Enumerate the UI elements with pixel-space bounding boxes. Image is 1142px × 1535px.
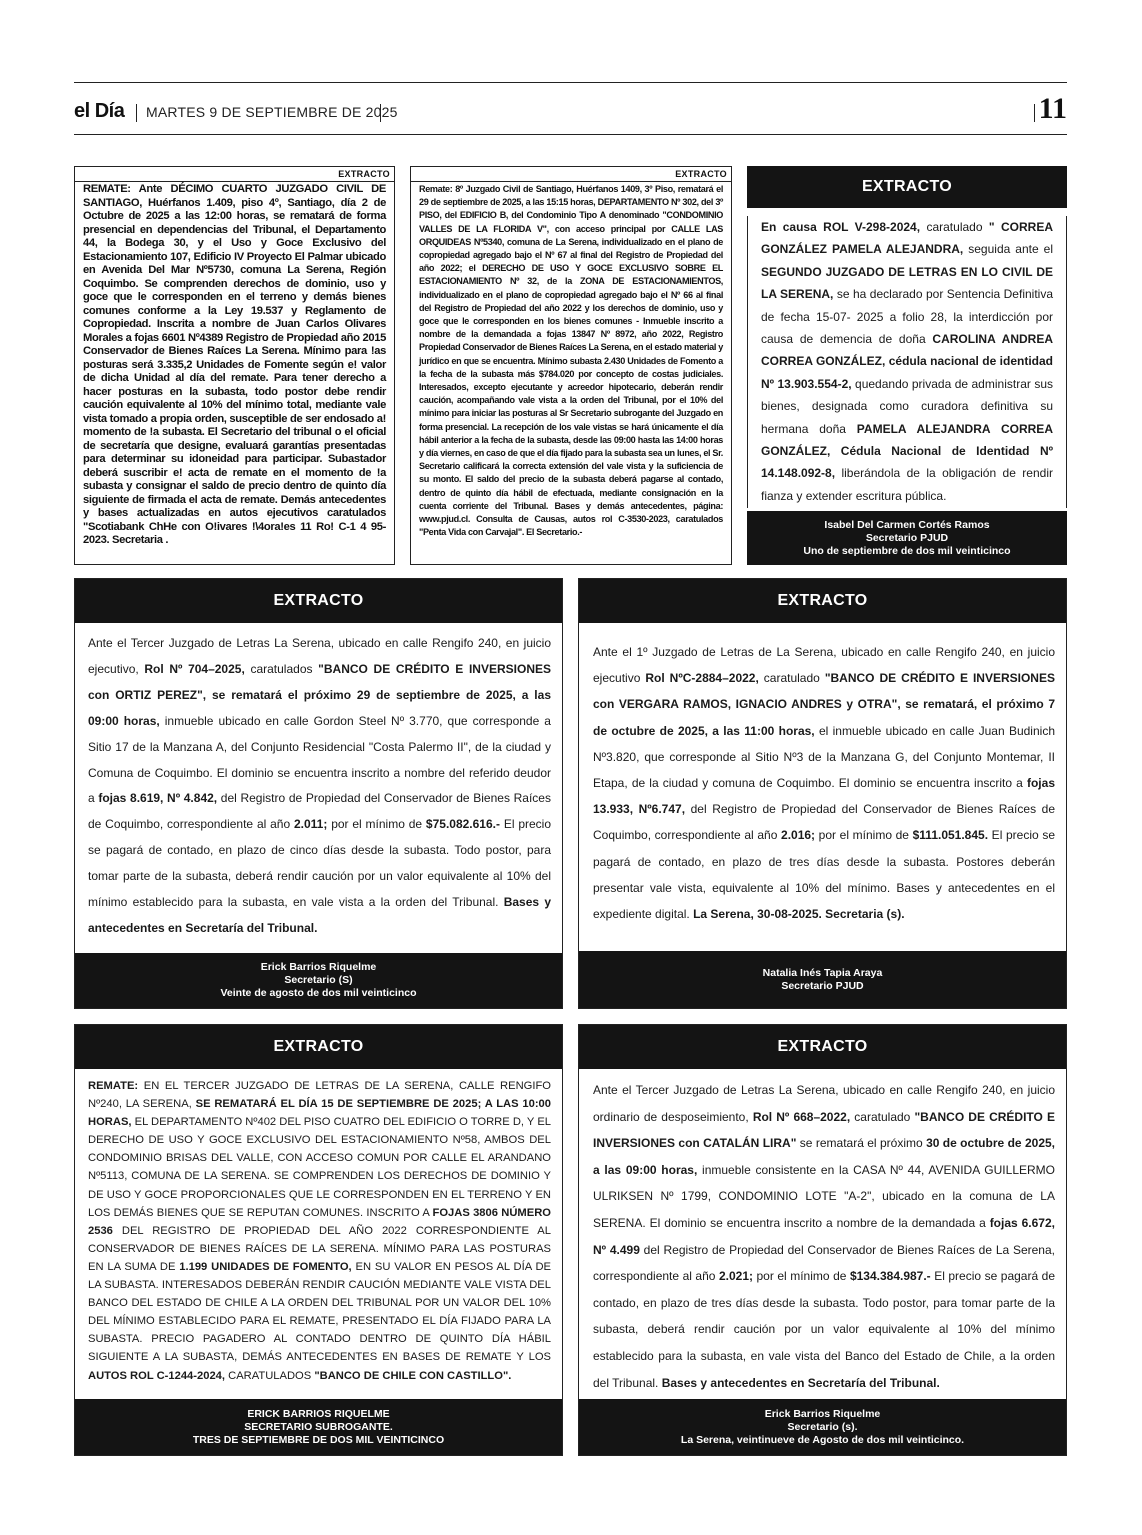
signer-name: ERICK BARRIOS RIQUELME — [247, 1407, 390, 1420]
notice-title: EXTRACTO — [75, 1025, 562, 1069]
signer-name: Natalia Inés Tapia Araya — [762, 966, 883, 979]
notice-tag: EXTRACTO — [675, 169, 727, 179]
signer-title: SECRETARIO SUBROGANTE. — [244, 1420, 393, 1433]
signer-name: Isabel Del Carmen Cortés Ramos — [824, 518, 990, 531]
notice-remate-704-2025 — [74, 578, 563, 1009]
notice-remate-8-juzgado — [410, 166, 732, 565]
signer-name: Erick Barrios Riquelme — [260, 961, 377, 973]
signer-name: Erick Barrios Riquelme — [764, 1407, 881, 1420]
notice-text: Remate: 8º Juzgado Civil de Santiago, Huérfanos 1409, 3º Piso, rematará el 29 de septiembre de 2025, a las 15:15 horas, DEPARTAMENTO Nº 302, del 3º PISO, del EDIFICIO B, del Condominio Tipo A denominado "CONDOMINIO VALLES DE LA FLORIDA V", con acceso principal por CALLE LAS ORQUIDEAS Nº5340, comuna de La Serena, individualizado en el plano de copropiedad agregado bajo el Nº 67 al final del Registro de Propiedad del año 2022; el DERECHO DE USO Y GOCE EXCLUSIVO SOBRE EL ESTACIONAMIENTO Nº 32, de la ZONA DE ESTACIONAMIENTOS, individualizado en el plano de copropiedad agregado bajo el Nº 66 al final del Registro de Propiedad del año 2022 y los derechos de dominio, uso y goce que le corresponden en los bienes comunes - Inmueble inscrito a nombre de la demandada a fojas 13847 Nº 8972, año 2022, Registro Propiedad Conservador de Bienes Raíces La Serena, en el estado material y jurídico en que se encuentra. Mínimo subasta 2.430 Unidades de Fomento a la fecha de la subasta más $784.020 por concepto de costas judiciales. Interesados, excepto ejecutante y acreedor hipotecario, deberán rendir caución, acompañando vale vista a la orden del Tribunal, por el 10% del mínimo para iniciar las posturas al Sr Secretario subrogante del Juzgado en forma presencial. La recepción de los vale vistas se hará únicamente el día hábil anterior a la fecha de la subasta, desde las 09:00 hasta las 14:00 horas y día viernes, en caso de que el día fijado para la subasta sea un lunes, el Sr. Secretario calificará la correcta extensión del vale vista y la suficiencia de su monto. El saldo del precio de la subasta deberá pagarse al contado, dentro de quinto día hábil de efectuada, mediante consignación en la cuenta corriente del Tribunal. Bases y demás antecedentes, página: www.pjud.cl. Consulta de Causas, autos rol C-3530-2023, caratulados "Penta Vida con Carvajal". El Secretario.- — [419, 184, 723, 538]
header-bottom-rule — [74, 134, 1067, 135]
notice-signature — [75, 953, 562, 1008]
notice-text: Ante el 1º Juzgado de Letras de La Serena, ubicado en calle Rengifo 240, en juicio ejecutivo Rol NºC-2884–2022, caratulado "BANCO DE CRÉDITO E INVERSIONES con VERGARA RAMOS, IGNACIO ANDRES y OTRA", se rematará, el próximo 7 de octubre de 2025, a las 11:00 horas, el inmueble ubicado en calle Juan Budinich Nº3.820, que corresponde al Sitio Nº3 de la Manzana G, del Conjunto Montemar, II Etapa, de la ciudad y comuna de Coquimbo. El dominio se encuentra inscrito a fojas 13.933, Nº6.747, del Registro de Propiedad del Conservador de Bienes Raíces de Coquimbo, correspondiente al año 2.016; por el mínimo de $111.051.845. El precio se pagará de contado, en plazo de tres días desde la subasta. Postores deberán presentar vale vista, equivalente al 10% del mínimo. Bases y antecedentes en el expediente digital. La Serena, 30-08-2025. Secretaria (s). — [593, 645, 1055, 922]
notice-title: EXTRACTO — [579, 579, 1066, 623]
notice-text: REMATE: EN EL TERCER JUZGADO DE LETRAS DE LA SERENA, CALLE RENGIFO Nº240, LA SERENA, SE REMATARÁ EL DÍA 15 DE SEPTIEMBRE DE 2025; A LAS 10:00 HORAS, EL DEPARTAMENTO Nº402 DEL PISO CUATRO DEL EDIFICIO O TORRE D, Y EL DERECHO DE USO Y GOCE EXCLUSIVO DEL ESTACIONAMIENTO Nº58, AMBOS DEL CONDOMINIO BRISAS DEL VALLE, CON ACCESO COMUN POR CALLE EL ARANDANO Nº5113, COMUNA DE LA SERENA. SE COMPRENDEN LOS DERECHOS DE DOMINIO Y DE USO Y GOCE PROPORCIONALES QUE LE CORRESPONDEN EN EL TERRENO Y EN LOS DEMÁS BIENES QUE SE REPUTAN COMUNES. INSCRITO A FOJAS 3806 NÚMERO 2536 DEL REGISTRO DE PROPIEDAD DEL AÑO 2022 CORRESPONDIENTE AL CONSERVADOR DE BIENES RAÍCES DE LA SERENA. MÍNIMO PARA LAS POSTURAS EN LA SUMA DE 1.199 UNIDADES DE FOMENTO, EN SU VALOR EN PESOS AL DÍA DE LA SUBASTA. INTERESADOS DEBERÁN RENDIR CAUCIÓN MEDIANTE VALE VISTA DEL BANCO DEL ESTADO DE CHILE A LA ORDEN DEL TRIBUNAL POR UN VALOR DEL 10% DEL MÍNIMO ESTABLECIDO PARA EL REMATE, PRESENTADO EL DÍA FIJADO PARA LA SUBASTA. PRECIO PAGADERO AL CONTADO DENTRO DE QUINTO DÍA HÁBIL SIGUIENTE A LA SUBASTA, DEMÁS ANTECEDENTES EN BASES DE REMATE Y LOS AUTOS ROL C-1244-2024, CARATULADOS "BANCO DE CHILE CON CASTILLO". — [88, 1080, 552, 1382]
signer-title: Secretario (s). — [787, 1420, 858, 1433]
notice-remate-c-1244-2024 — [74, 1024, 563, 1456]
signature-date: Veinte de agosto de dos mil veinticinco — [220, 987, 417, 999]
page-header — [74, 92, 1067, 128]
notice-signature — [579, 951, 1066, 1008]
notice-text: Ante el Tercer Juzgado de Letras La Serena, ubicado en calle Rengifo 240, en juicio ordinario de desposeimiento, Rol Nº 668–2022, caratulado "BANCO DE CRÉDITO E INVERSIONES con CATALÁN LIRA" se rematará el próximo 30 de octubre de 2025, a las 09:00 horas, inmueble consistente en la CASA Nº 44, AVENIDA GUILLERMO ULRIKSEN Nº 1799, CONDOMINIO LOTE "A-2", ubicado en la comuna de LA SERENA. El dominio se encuentra inscrito a nombre de la demandada a fojas 6.672, Nº 4.499 del Registro de Propiedad del Conservador de Bienes Raíces de La Serena, correspondiente al año 2.021; por el mínimo de $134.384.987.- El precio se pagará de contado, en plazo de tres días desde la subasta. Todo postor, para tomar parte de la subasta, deberá rendir caución por un valor equivalente al 10% del mínimo establecido para la subasta, en vale vista del Banco del Estado de Chile, a la orden del Tribunal. Bases y antecedentes en Secretaría del Tribunal. — [593, 1083, 1055, 1390]
notice-text: En causa ROL V-298-2024, caratulado " CORREA GONZÁLEZ PAMELA ALEJANDRA, seguida ante el SEGUNDO JUZGADO DE LETRAS EN LO CIVIL DE LA SERENA, se ha declarado por Sentencia Definitiva de fecha 15-07- 2025 a folio 28, la interdicción por causa de demencia de doña CAROLINA ANDREA CORREA GONZÁLEZ, cédula nacional de identidad Nº 13.903.554-2, quedando privada de administrar sus bienes, designada como curadora definitiva su hermana doña PAMELA ALEJANDRA CORREA GONZÁLEZ, Cédula Nacional de Identidad Nº 14.148.092-8, liberándola de la obligación de rendir fianza y extender escritura pública. — [747, 216, 1067, 508]
signature-date: Uno de septiembre de dos mil veinticinco — [803, 544, 1011, 557]
notice-signature — [747, 511, 1067, 565]
notice-signature — [579, 1399, 1066, 1455]
signature-date: TRES DE SEPTIEMBRE DE DOS MIL VEINTICINCO — [192, 1433, 445, 1446]
notice-remate-668-2022 — [578, 1024, 1067, 1456]
header-divider — [1034, 104, 1035, 122]
notice-remate-14-juzgado — [74, 166, 395, 565]
signer-title: Secretario PJUD — [781, 979, 864, 992]
notice-tag: EXTRACTO — [338, 169, 390, 179]
notice-title: EXTRACTO — [75, 579, 562, 623]
header-divider — [136, 104, 137, 122]
signer-title: Secretario PJUD — [865, 531, 949, 544]
header-divider — [380, 104, 381, 122]
signer-title: Secretario (S) — [284, 974, 353, 986]
header-top-rule — [74, 82, 1067, 83]
issue-date: MARTES 9 DE SEPTIEMBRE DE 2025 — [146, 104, 398, 120]
notice-title: EXTRACTO — [747, 166, 1067, 208]
signature-date: La Serena, veintinueve de Agosto de dos mil veinticinco. — [680, 1433, 965, 1446]
page-number: 11 — [1038, 92, 1067, 125]
notice-interdiccion — [747, 166, 1067, 565]
notice-signature — [75, 1399, 562, 1455]
notice-text: REMATE: Ante DÉCIMO CUARTO JUZGADO CIVIL DE SANTIAGO, Huérfanos 1.409, piso 4º, Santiago, día 2 de Octubre de 2025 a las 12:00 horas, se rematará de forma presencial en dependencias del Tribunal, el Departamento 44, la Bodega 30, y el Uso y Goce Exclusivo del Estacionamiento 107, Edificio IV Proyecto El Palmar ubicado en Avenida Del Mar Nº5730, comuna La Serena, Región Coquimbo. Se comprenden derechos de dominio, uso y goce que le corresponden en el terreno y demás bienes comunes conforme a la Ley 19.537 y Reglamento de Copropiedad. Inscrita a nombre de Juan Carlos Olivares Morales a fojas 6601 Nº4389 Registro de Propiedad año 2015 Conservador de Bienes Raíces La Serena. Mínimo para !as posturas será 3.335,2 Unidades de Fomente según e! valor de dicha Unidad al día del remate. Para tener derecho a hacer posturas en la subasta, todo postor debe rendir caución equivalente al 10% del mínimo total, mediante vale vista tomado a propia orden, susceptible de ser endosado a! momento de !a subasta. El Secretario del tribunal o el oficial de secretaría que designe, evaluará garantías presentadas para determinar su idoneidad para participar. Subastador deberá suscribir e! acta de remate en el momento de !a subasta y consignar el saldo de precio dentro de quinto día siguiente de firmada el acta de remate. Demás antecedentes y bases actualizadas en autos ejecutivos caratulados "Scotiabank ChHe con O!ivares !\4ora!es 11 Ro! C-1 4 95-2023. Secretaria . — [83, 183, 386, 546]
newspaper-logo: el Día — [74, 100, 125, 122]
notice-title: EXTRACTO — [579, 1025, 1066, 1069]
notice-text: Ante el Tercer Juzgado de Letras La Serena, ubicado en calle Rengifo 240, en juicio ejecutivo, Rol Nº 704–2025, caratulados "BANCO DE CRÉDITO E INVERSIONES con ORTIZ PEREZ", se rematará el próximo 29 de septiembre de 2025, a las 09:00 horas, inmueble ubicado en calle Gordon Steel Nº 3.770, que corresponde a Sitio 17 de la Manzana A, del Conjunto Residencial "Costa Palermo II", de la ciudad y Comuna de Coquimbo. El dominio se encuentra inscrito a nombre del referido deudor a fojas 8.619, Nº 4.842, del Registro de Propiedad del Conservador de Bienes Raíces de Coquimbo, correspondiente al año 2.011; por el mínimo de $75.082.616.- El precio se pagará de contado, en plazo de cinco días desde la subasta. Todo postor, para tomar parte de la subasta, deberá rendir caución por un valor equivalente al 10% del mínimo establecido para la subasta, en vale vista a la orden del Tribunal. Bases y antecedentes en Secretaría del Tribunal. — [88, 636, 552, 935]
notice-remate-c-2884-2022 — [578, 578, 1067, 1009]
